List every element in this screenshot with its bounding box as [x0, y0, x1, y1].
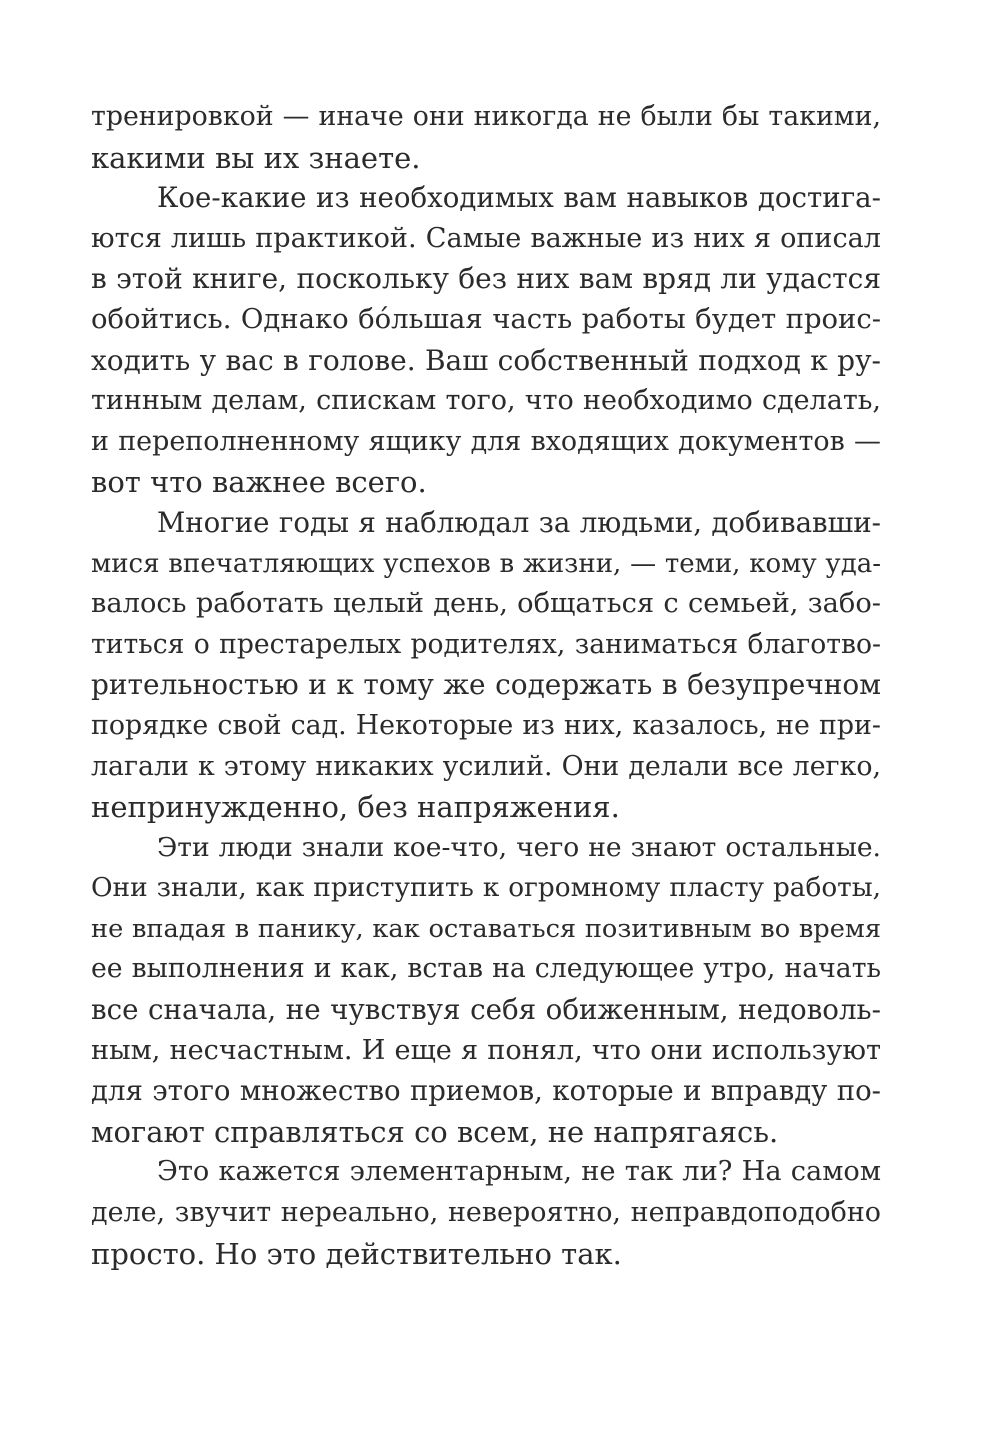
text-line: валось работать целый день, общаться с семьей, забо- — [91, 588, 881, 620]
text-line: Кое-какие из необходимых вам навыков достига- — [157, 181, 881, 215]
text-line: мися впечатляющих успехов в жизни, — теми, кому уда- — [91, 548, 881, 579]
text-line: непринужденно, без напряжения. — [91, 790, 620, 825]
text-line: ным, несчастным. И еще я понял, что они используют — [91, 1034, 881, 1066]
text-line: просто. Но это действительно так. — [91, 1236, 622, 1271]
text-line: и переполненному ящику для входящих документов — — [91, 425, 881, 457]
text-line: порядке свой сад. Некоторые из них, казалось, не при- — [91, 709, 881, 741]
text-line: Это кажется элементарным, не так ли? На самом — [157, 1156, 881, 1188]
text-line: Многие годы я наблюдал за людьми, добивавши- — [157, 505, 881, 539]
text-line: обойтись. Однако бóльшая часть работы будет проис- — [91, 303, 881, 335]
text-line: тренировкой — иначе они никогда не были бы такими, — [91, 101, 881, 132]
text-line: рительностью и к тому же содержать в безупречном — [91, 668, 881, 702]
text-line: ее выполнения и как, встав на следующее утро, начать — [91, 953, 881, 985]
text-line: какими вы их знаете. — [91, 140, 421, 175]
text-line: лагали к этому никаких усилий. Они делали все легко, — [91, 750, 881, 782]
text-line: деле, звучит нереально, невероятно, неправдоподобно — [91, 1197, 881, 1229]
text-line: для этого множество приемов, которые и вправду по- — [91, 1075, 881, 1108]
text-line: Они знали, как приступить к огромному пласту работы, — [91, 873, 881, 904]
text-line: могают справляться со всем, не напрягаясь. — [91, 1114, 779, 1149]
text-line: ются лишь практикой. Самые важные из них я описал — [91, 222, 881, 254]
text-line: тинным делам, спискам того, что необходимо сделать, — [91, 385, 881, 417]
text-line: титься о престарелых родителях, заниматься благотво- — [91, 628, 881, 660]
text-line: ходить у вас в голове. Ваш собственный подход к ру- — [91, 343, 881, 377]
text-line: все сначала, не чувствуя себя обиженным, недоволь- — [91, 993, 881, 1027]
text-line: Эти люди знали кое-что, чего не знают остальные. — [157, 831, 881, 863]
text-line: вот что важнее всего. — [91, 465, 427, 500]
text-line: в этой книге, поскольку без них вам вряд ли удастся — [91, 262, 881, 296]
text-line: не впадая в панику, как оставаться позитивным во время — [91, 913, 881, 944]
body-text — [91, 97, 881, 1274]
